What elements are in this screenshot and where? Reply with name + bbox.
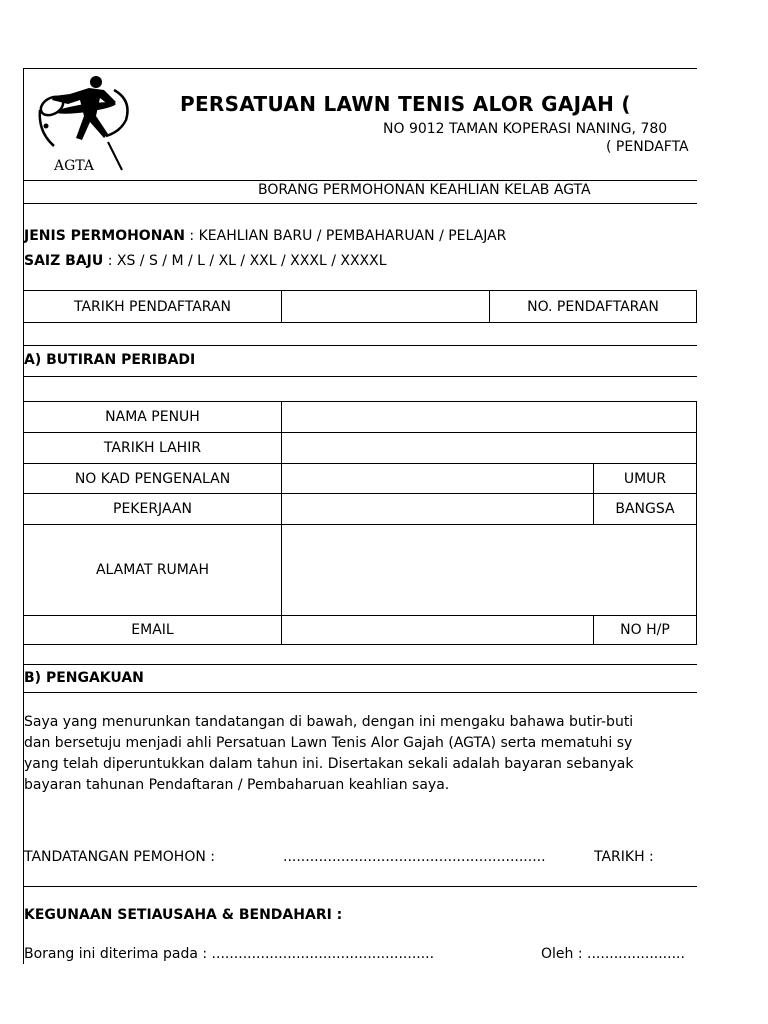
divider — [23, 203, 697, 204]
divider — [23, 376, 697, 377]
logo-text: AGTA — [54, 158, 94, 174]
divider — [23, 345, 697, 346]
home-address-label: ALAMAT RUMAH — [23, 524, 282, 616]
shirt-size-line — [24, 253, 697, 269]
divider — [23, 664, 697, 665]
signature-date-label: TARIKH : — [594, 849, 654, 865]
email-label: EMAIL — [23, 615, 282, 645]
club-address: NO 9012 TAMAN KOPERASI NANING, 780 — [383, 121, 668, 137]
declaration-line: dan bersetuju menjadi ahli Persatuan Lawn Tenis Alor Gajah (AGTA) serta mematuhi sy — [24, 735, 633, 751]
full-name-input[interactable] — [281, 401, 697, 433]
occupation-label: PEKERJAAN — [23, 493, 282, 525]
shirt-size-label: SAIZ BAJU — [24, 253, 104, 269]
received-date-field[interactable]: Borang ini diterima pada : .................................................. — [24, 946, 435, 962]
declaration-line: Saya yang menurunkan tandatangan di bawah, dengan ini mengaku bahawa butir-buti — [24, 714, 634, 730]
application-type-options[interactable]: : KEAHLIAN BARU / PEMBAHARUAN / PELAJAR — [184, 228, 507, 244]
agta-logo-icon — [34, 70, 134, 178]
age-label: UMUR — [593, 463, 697, 494]
registration-date-label: TARIKH PENDAFTARAN — [23, 290, 282, 323]
divider — [23, 886, 697, 887]
shirt-size-options[interactable]: : XS / S / M / L / XL / XXL / XXXL / XXXXL — [103, 253, 387, 269]
birth-date-label: TARIKH LAHIR — [23, 432, 282, 464]
ic-number-input[interactable] — [281, 463, 594, 494]
application-type-label: JENIS PERMOHONAN — [24, 228, 185, 244]
full-name-label: NAMA PENUH — [23, 401, 282, 433]
declaration-line: yang telah diperuntukkan dalam tahun ini. Disertakan sekali adalah bayaran sebanyak — [24, 756, 634, 772]
club-title: PERSATUAN LAWN TENIS ALOR GAJAH ( — [180, 92, 631, 116]
divider — [23, 180, 697, 181]
declaration-line: bayaran tahunan Pendaftaran / Pembaharuan keahlian saya. — [24, 777, 450, 793]
divider — [23, 692, 697, 693]
phone-label: NO H/P — [593, 615, 697, 645]
occupation-input[interactable] — [281, 493, 594, 525]
ic-number-label: NO KAD PENGENALAN — [23, 463, 282, 494]
home-address-input[interactable] — [281, 524, 697, 616]
race-label: BANGSA — [593, 493, 697, 525]
email-input[interactable] — [281, 615, 594, 645]
club-registration-note: ( PENDAFTA — [606, 139, 689, 155]
registration-date-input[interactable] — [281, 290, 490, 323]
received-by-field[interactable]: Oleh : ...................... — [541, 946, 685, 962]
application-type-line — [24, 228, 697, 244]
declaration-paragraph — [24, 712, 697, 796]
section-b-heading: B) PENGAKUAN — [24, 670, 144, 686]
registration-number-label: NO. PENDAFTARAN — [489, 290, 697, 323]
office-use-heading: KEGUNAAN SETIAUSAHA & BENDAHARI : — [24, 907, 343, 923]
top-border — [23, 68, 697, 69]
section-a-heading: A) BUTIRAN PERIBADI — [24, 352, 196, 368]
form-title: BORANG PERMOHONAN KEAHLIAN KELAB AGTA — [258, 182, 591, 198]
birth-date-input[interactable] — [281, 432, 697, 464]
signature-field[interactable]: ........................................................... — [283, 849, 546, 865]
signature-label: TANDATANGAN PEMOHON : — [24, 849, 215, 865]
